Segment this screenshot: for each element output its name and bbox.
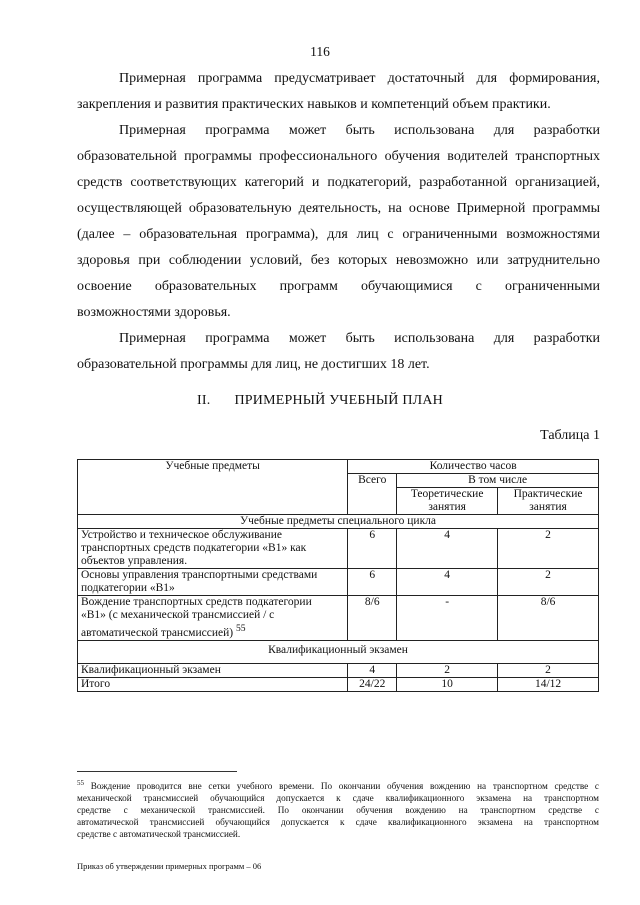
text-line: освоение образовательных программ обучающимися с ограниченными	[77, 279, 600, 294]
footnote	[77, 777, 599, 840]
text-line: здоровья при соблюдении условий, без которых невозможно или затруднительно	[77, 253, 600, 268]
curriculum-table	[77, 459, 599, 692]
table-row	[78, 596, 599, 641]
paragraph-3	[77, 326, 600, 378]
table-group-row	[78, 515, 599, 529]
subject-name: Итого	[78, 677, 348, 691]
text-line: возможностями здоровья.	[77, 305, 231, 320]
subject-name: Квалификационный экзамен	[78, 663, 348, 677]
cell-practice: 2	[498, 529, 599, 569]
cell-practice: 14/12	[498, 677, 599, 691]
footnote-divider	[77, 771, 237, 772]
cell-total: 24/22	[348, 677, 397, 691]
cell-practice: 8/6	[498, 596, 599, 641]
paragraph-2	[77, 118, 600, 326]
text-line: образовательной программы профессионального обучения водителей транспортных	[77, 149, 600, 164]
footnote-number: 55	[77, 779, 84, 787]
header-including: В том числе	[397, 474, 599, 488]
cell-theory: 4	[397, 569, 498, 596]
header-hours: Количество часов	[348, 460, 599, 474]
table-header-row	[78, 460, 599, 474]
footnote-line: средстве с автоматической трансмиссией.	[77, 829, 241, 840]
text-line: Примерная программа может быть использована для разработки	[119, 331, 600, 346]
cell-theory: -	[397, 596, 498, 641]
paragraph-1	[77, 66, 600, 118]
section-title: ПРИМЕРНЫЙ УЧЕБНЫЙ ПЛАН	[234, 393, 443, 408]
footnote-line: $^{55}$ Вождение проводится вне сетки учебного времени. По окончании обучения вождению на транспортном средстве с	[77, 779, 600, 792]
cell-theory: 10	[397, 677, 498, 691]
header-theory: Теоретические занятия	[397, 488, 498, 515]
section-number: II.	[197, 393, 211, 408]
cell-total: 8/6	[348, 596, 397, 641]
header-subjects: Учебные предметы	[78, 460, 348, 515]
header-practice: Практические занятия	[498, 488, 599, 515]
group-exam: Квалификационный экзамен	[78, 640, 599, 663]
cell-total: 4	[348, 663, 397, 677]
page-number: 116	[310, 44, 330, 59]
cell-total: 6	[348, 569, 397, 596]
subject-name: Вождение транспортных средств подкатегории «B1» (с механической трансмиссией / с автоматической трансмиссией) $^{55}$	[78, 596, 348, 641]
text-line: осуществляющей образовательную деятельность, на основе Примерной программы	[77, 201, 600, 216]
subject-name: Основы управления транспортными средствами подкатегории «B1»	[78, 569, 348, 596]
footnote-line: автоматической трансмиссией обучающийся допускается к сдаче квалификационного экзамена на транспортном	[77, 817, 599, 828]
footnote-line: средстве с механической трансмиссией. По окончании обучения вождению на транспортном средстве с	[77, 805, 599, 816]
cell-practice: 2	[498, 663, 599, 677]
text-line: Примерная программа предусматривает достаточный для формирования,	[119, 71, 600, 86]
page-footer: Приказ об утверждении примерных программ – 06	[77, 861, 262, 871]
text-line: Примерная программа может быть использована для разработки	[119, 123, 600, 138]
cell-theory: 4	[397, 529, 498, 569]
group-special-cycle: Учебные предметы специального цикла	[78, 515, 599, 529]
cell-theory: 2	[397, 663, 498, 677]
table-total-row	[78, 677, 599, 691]
text-line: образовательной программы для лиц, не достигших 18 лет.	[77, 357, 430, 372]
text-line: средств соответствующих категорий и подкатегорий, разработанной организацией,	[77, 175, 600, 190]
header-total: Всего	[348, 474, 397, 515]
table-group-row	[78, 640, 599, 663]
table-row	[78, 569, 599, 596]
text-line: (далее – образовательная программа), для лиц с ограниченными возможностями	[77, 227, 600, 242]
text-line: закрепления и развития практических навыков и компетенций объем практики.	[77, 97, 551, 112]
footnote-line: механической трансмиссией обучающийся допускается к сдаче квалификационного экзамена на транспортном	[77, 793, 599, 804]
cell-total: 6	[348, 529, 397, 569]
cell-practice: 2	[498, 569, 599, 596]
subject-name: Устройство и техническое обслуживание транспортных средств подкатегории «B1» как объектов управления.	[78, 529, 348, 569]
table-caption: Таблица 1	[540, 428, 600, 443]
table-row	[78, 529, 599, 569]
section-heading	[0, 393, 640, 409]
table-row	[78, 663, 599, 677]
footnote-ref: 55	[235, 623, 246, 634]
